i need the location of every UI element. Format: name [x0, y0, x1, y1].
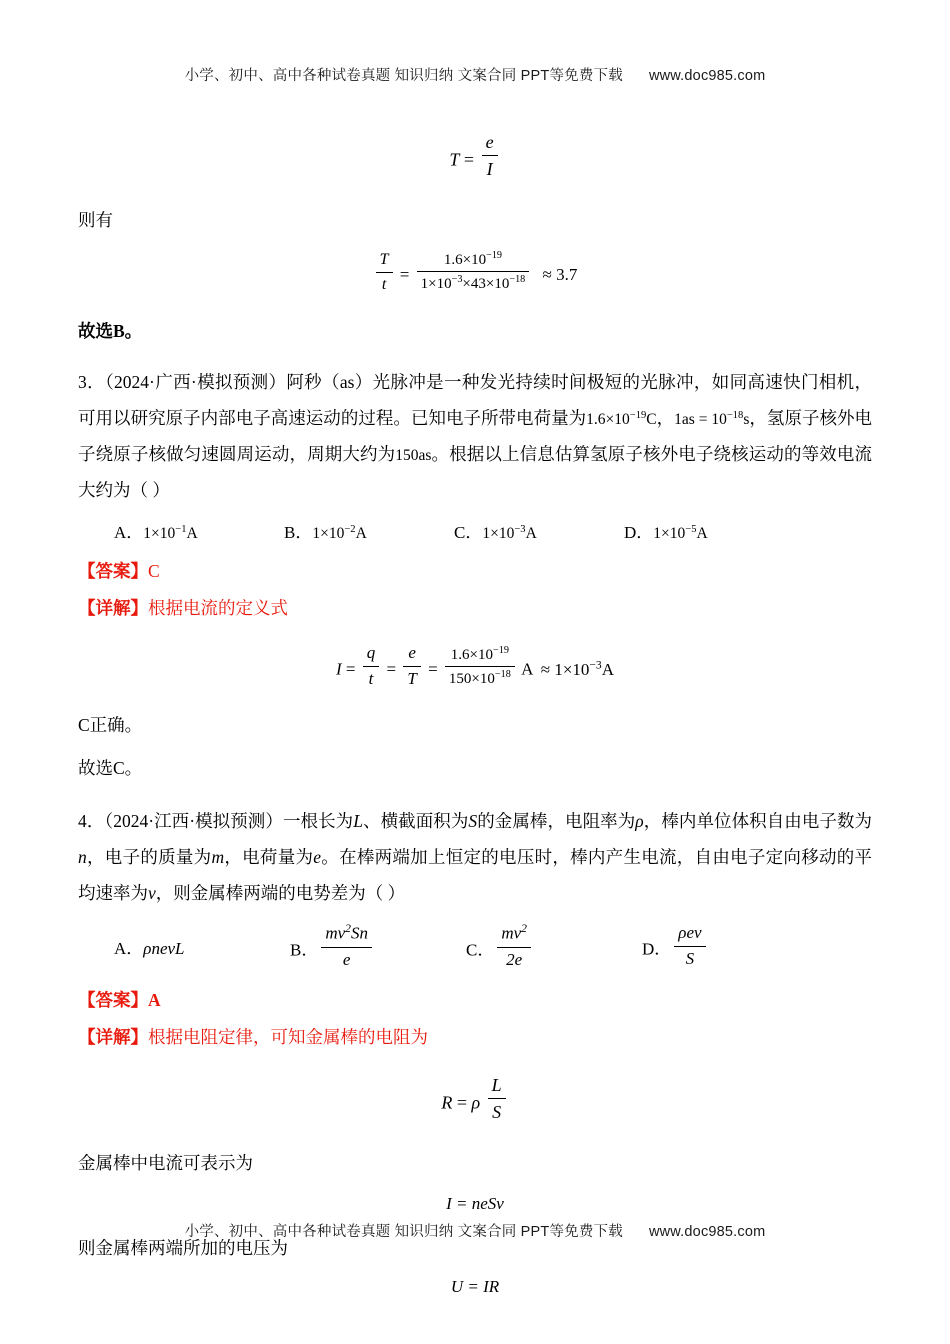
eq-ratio-lhs — [376, 249, 393, 295]
eq-ratio-rhs-den-a-exp: −3 — [451, 273, 463, 285]
q4-text-1d: ，棒内单位体积自由电子数为 — [643, 811, 873, 832]
q3-formula-eq3: = — [428, 659, 438, 679]
q3-text-1: 阿秒（as）光脉冲是一种发光持续时间极短的光脉冲，如同高速快门相机，可 — [78, 372, 873, 429]
q3-formula-f3-num — [445, 644, 515, 667]
q4-option-a[interactable] — [114, 934, 290, 959]
q3-text-2c: ，氢原子核外电 — [749, 408, 873, 429]
q3-options — [78, 518, 872, 543]
question-3 — [78, 365, 872, 509]
q4-var-e: e — [313, 847, 322, 868]
eq-ratio-lhs-den: t — [381, 275, 387, 293]
q3-number: 3． — [78, 372, 105, 393]
q3-as-exp: −18 — [726, 409, 744, 421]
q4-text-3a: 速率为 — [95, 883, 148, 904]
q4-eq-I-expr: I = neSv — [446, 1193, 504, 1213]
eq-ratio-lhs-num: T — [376, 249, 393, 273]
q3-charge-exp: −19 — [629, 409, 647, 421]
q4-number: 4． — [78, 811, 105, 832]
q4-option-b-frac — [321, 921, 372, 972]
q4-answer-value: A — [148, 989, 161, 1010]
q3-period-value: 150as — [395, 446, 432, 464]
eq-T-denominator: I — [486, 159, 493, 180]
q3-answer-label: 【答案】 — [78, 560, 148, 581]
q3-option-a-value — [143, 525, 197, 542]
q3-text-3b: 。根据以上信息估算氢原子核外电子绕核运动的等效电流 — [431, 443, 873, 464]
q4-option-c[interactable] — [466, 921, 642, 972]
q4-var-L: L — [353, 811, 363, 832]
q3-option-a-unit: A — [186, 524, 198, 542]
q3-formula-f3-den — [445, 667, 515, 689]
q4-option-b-num — [321, 921, 372, 948]
q3-option-d-label: D． — [624, 522, 654, 542]
q4-eq-R-equals: = — [456, 1092, 467, 1113]
q4-option-b-label: B． — [290, 940, 319, 960]
q3-detail-line — [78, 592, 872, 625]
q3-text-3a: 子绕原子核做匀速圆周运动，周期大约为 — [78, 443, 396, 464]
q3-formula-eq1: = — [345, 659, 356, 679]
q3-as-value — [674, 411, 749, 428]
q3-detail-label: 【详解】 — [78, 597, 148, 618]
q4-var-m: m — [211, 847, 225, 868]
q3-option-b-exp: −2 — [344, 523, 356, 535]
q3-formula-f3-num-base: 1.6×10 — [450, 646, 494, 663]
eq-ratio-equals: = — [399, 264, 410, 284]
q3-answer-value: C — [148, 560, 160, 581]
footer-note — [0, 1220, 950, 1241]
q3-formula-approx-exp: −3 — [589, 658, 602, 672]
q3-formula-approx — [541, 660, 614, 679]
q4-option-b-num-tail: Sn — [350, 923, 368, 943]
q4-eq-R-den: S — [492, 1102, 502, 1123]
q3-option-b-label: B． — [284, 522, 313, 542]
eq-T-fraction — [482, 130, 498, 182]
choose-label-q2: 故选B。 — [78, 321, 143, 342]
q4-text-2b: ，电荷量为 — [224, 847, 314, 868]
q4-var-S: S — [468, 811, 478, 832]
q4-eq-R-lhs: R — [441, 1092, 453, 1113]
eq-ratio-rhs-den-b-exp: −18 — [509, 273, 526, 285]
q4-var-rho: ρ — [635, 811, 644, 832]
q3-text-2b: ， — [656, 408, 675, 429]
equation-T-over-I — [78, 130, 872, 182]
q4-var-n: n — [78, 847, 87, 868]
eq-T-numerator: e — [482, 130, 498, 156]
q3-option-a-base: 1×10 — [143, 524, 176, 542]
q3-detail-text: 根据电流的定义式 — [148, 597, 288, 618]
q4-option-d-den: S — [685, 948, 695, 968]
q4-option-b-num-base: mv — [325, 923, 346, 943]
q3-text-2a: 用以研究原子内部电子高速运动的过程。已知电子所带电荷量为 — [95, 408, 587, 429]
q3-option-a[interactable] — [114, 518, 284, 543]
q3-charge-unit: C — [646, 411, 657, 429]
eq-T-lhs: T — [449, 149, 460, 170]
q4-option-d-frac — [674, 922, 705, 971]
eq-ratio-rhs-den-mid: ×43×10 — [462, 275, 510, 292]
header-note-url: www.doc985.com — [648, 68, 766, 84]
eq-ratio-rhs-den-a: 1×10 — [420, 275, 452, 292]
q4-text-1c: 的金属棒，电阻率为 — [477, 811, 636, 832]
eq-ratio-rhs-den — [417, 272, 530, 294]
eq-ratio-approx: ≈ 3.7 — [542, 264, 578, 284]
q4-eq-U-expr: U = IR — [450, 1276, 500, 1296]
q3-charge-base: 1.6×10 — [586, 411, 630, 429]
q3-formula-eq2: = — [386, 659, 397, 679]
q4-equation-R — [78, 1073, 872, 1125]
q3-formula-f3-num-exp: −19 — [493, 644, 509, 656]
q4-option-c-num-base: mv — [501, 923, 522, 943]
q3-option-d-value — [653, 525, 707, 542]
q4-option-c-num — [497, 921, 531, 948]
q3-option-a-label: A． — [114, 522, 144, 542]
q3-conclusion: C正确。 — [78, 715, 143, 736]
q4-option-d[interactable] — [642, 922, 818, 971]
q3-option-c-value — [482, 525, 536, 542]
q4-eq-R-frac — [488, 1073, 506, 1125]
q3-option-c[interactable] — [454, 518, 624, 543]
q3-option-d-unit: A — [696, 524, 708, 542]
q3-formula-f1-num: q — [363, 642, 380, 667]
header-note-text: 小学、初中、高中各种试卷真题 知识归纳 文案合同 PPT等免费下载 — [184, 68, 623, 84]
q4-var-v: v — [148, 883, 156, 904]
eq-ratio-rhs-num-base: 1.6×10 — [443, 251, 487, 268]
q4-text-1a: 一根长为 — [282, 811, 354, 832]
q4-answer-label: 【答案】 — [78, 989, 148, 1010]
q3-formula-I: I — [336, 659, 342, 679]
q4-option-a-expr: ρnevL — [143, 938, 185, 958]
header-note — [78, 0, 872, 85]
q4-answer-line — [78, 984, 872, 1017]
q3-as-base: 1as = 10 — [674, 411, 727, 429]
footer-note-url: www.doc985.com — [648, 1224, 766, 1240]
q4-option-a-label: A． — [114, 938, 144, 958]
q3-option-d-base: 1×10 — [653, 524, 686, 542]
q4-detail-line — [78, 1021, 872, 1054]
footer-note-text: 小学、初中、高中各种试卷真题 知识归纳 文案合同 PPT等免费下载 — [184, 1224, 623, 1240]
q4-option-b-num-exp: 2 — [345, 921, 351, 935]
q4-text-2a: ，电子的质量为 — [86, 847, 212, 868]
eq-ratio-rhs-num-exp: −19 — [486, 249, 503, 261]
q3-formula — [78, 642, 872, 691]
q4-options — [78, 921, 872, 972]
q3-formula-approx-base: ≈ 1×10 — [540, 659, 590, 679]
q3-formula-f2-den: T — [407, 669, 417, 689]
q3-formula-f2-num: e — [403, 642, 420, 667]
equation-ratio — [78, 249, 872, 295]
q3-option-a-exp: −1 — [175, 523, 187, 535]
q3-formula-f1 — [363, 642, 380, 691]
q3-option-b-base: 1×10 — [312, 524, 345, 542]
q4-text-2c: 。在棒两端加上恒定的电压时，棒内产生电流，自由电子定向移动的平均 — [78, 847, 873, 904]
question-4 — [78, 804, 872, 912]
q3-option-b-unit: A — [355, 524, 367, 542]
q3-option-c-unit: A — [525, 524, 537, 542]
q3-source: （2024·广西·模拟预测） — [104, 372, 287, 393]
q4-option-b-den: e — [342, 949, 351, 969]
q3-option-c-base: 1×10 — [482, 524, 515, 542]
q3-text-4: 大约为（ ） — [78, 479, 170, 500]
eq-ratio-rhs-num — [417, 249, 530, 272]
q4-eq-R-num: L — [488, 1073, 506, 1099]
q3-charge-value — [586, 411, 656, 428]
q4-text-3b: ，则金属棒两端的电势差为（ ） — [155, 883, 406, 904]
q3-option-c-exp: −3 — [514, 523, 526, 535]
q4-option-c-num-exp: 2 — [521, 921, 527, 935]
q3-option-b-value — [312, 525, 366, 542]
q4-detail-text: 根据电阻定律，可知金属棒的电阻为 — [148, 1026, 428, 1047]
q4-detail-label: 【详解】 — [78, 1026, 148, 1047]
eq-ratio-rhs — [417, 249, 530, 295]
q3-formula-f3 — [445, 644, 515, 690]
q3-formula-unit: A — [521, 659, 533, 679]
q3-as-unit: s — [743, 411, 750, 429]
q4-option-d-num: ρev — [674, 922, 705, 947]
q4-source: （2024·江西·模拟预测） — [104, 811, 283, 832]
q3-option-d[interactable] — [624, 518, 794, 543]
q4-equation-I — [78, 1194, 872, 1214]
q3-formula-f1-den: t — [368, 669, 374, 689]
q4-option-c-frac — [497, 921, 531, 972]
q3-option-d-exp: −5 — [685, 523, 697, 535]
q3-option-b[interactable] — [284, 518, 454, 543]
q4-equation-U — [78, 1277, 872, 1297]
q3-answer-line — [78, 555, 872, 588]
q3-formula-f3-den-base: 150×10 — [448, 671, 495, 688]
q4-option-c-label: C． — [466, 940, 495, 960]
q3-option-c-label: C． — [454, 522, 483, 542]
q4-current-label: 金属棒中电流可表示为 — [78, 1152, 253, 1173]
q4-voltage-label: 则金属棒两端所加的电压为 — [78, 1237, 288, 1258]
eq-T-equals: = — [463, 149, 475, 170]
q4-option-b[interactable] — [290, 921, 466, 972]
q3-formula-f3-den-exp: −18 — [494, 669, 511, 681]
q3-choose-label: 故选C。 — [78, 758, 143, 779]
q3-formula-f2 — [403, 642, 420, 691]
then-label: 则有 — [78, 209, 113, 230]
q4-option-c-den: 2e — [506, 949, 523, 969]
q4-text-1b: 、横截面积为 — [362, 811, 469, 832]
q3-formula-approx-unit: A — [601, 659, 614, 679]
q4-option-d-label: D． — [642, 939, 672, 959]
q4-eq-R-rho: ρ — [471, 1092, 481, 1113]
